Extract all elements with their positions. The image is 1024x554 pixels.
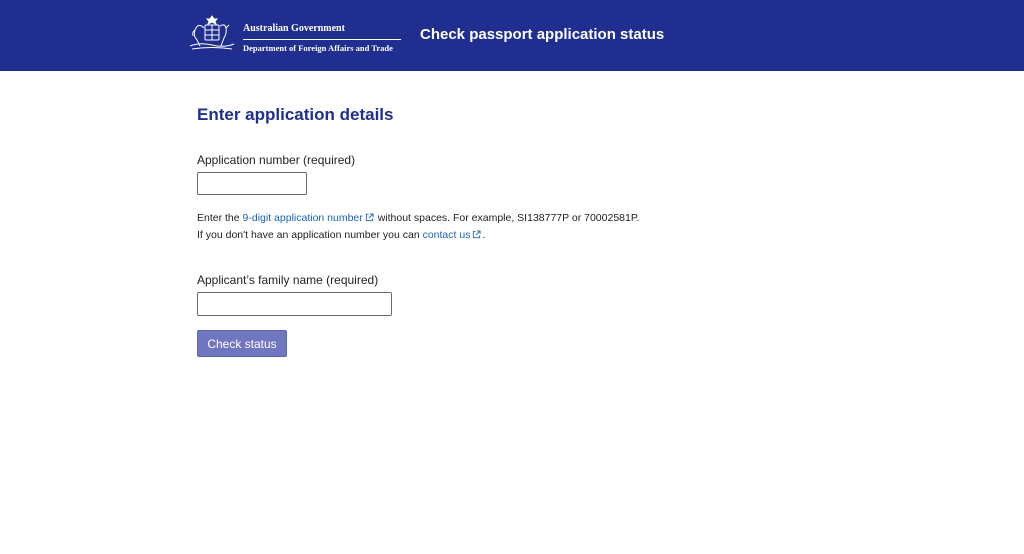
family-name-label: Applicant’s family name (required) [197, 273, 379, 287]
government-branding [243, 22, 401, 55]
site-header [0, 0, 1024, 71]
family-name-input[interactable] [197, 292, 392, 316]
application-number-info-link[interactable] [243, 212, 375, 224]
government-name: Australian Government [243, 22, 401, 40]
help-text [197, 210, 639, 243]
application-number-input[interactable] [197, 172, 307, 195]
form-heading: Enter application details [197, 105, 394, 124]
coat-of-arms-icon [186, 14, 238, 52]
help-line-2 [197, 227, 639, 244]
help-line-1 [197, 210, 639, 227]
help-line-2-suffix: . [482, 228, 486, 241]
external-link-icon [472, 230, 481, 239]
help-line-1-prefix: Enter the [197, 212, 243, 224]
check-status-button[interactable]: Check status [197, 330, 287, 357]
external-link-icon [365, 213, 374, 222]
contact-us-link-text: contact us [422, 228, 471, 241]
help-line-1-suffix: without spaces. For example, SI138777P or 70002581P. [374, 212, 640, 224]
application-form [197, 104, 817, 351]
help-line-2-prefix: If you don't have an application number you can [197, 228, 423, 241]
page-title: Check passport application status [420, 26, 665, 43]
department-name: Department of Foreign Affairs and Trade [243, 43, 393, 53]
contact-us-link[interactable] [422, 228, 486, 241]
application-number-label: Application number (required) [197, 153, 356, 167]
application-number-info-link-text: 9-digit application number [242, 212, 363, 224]
